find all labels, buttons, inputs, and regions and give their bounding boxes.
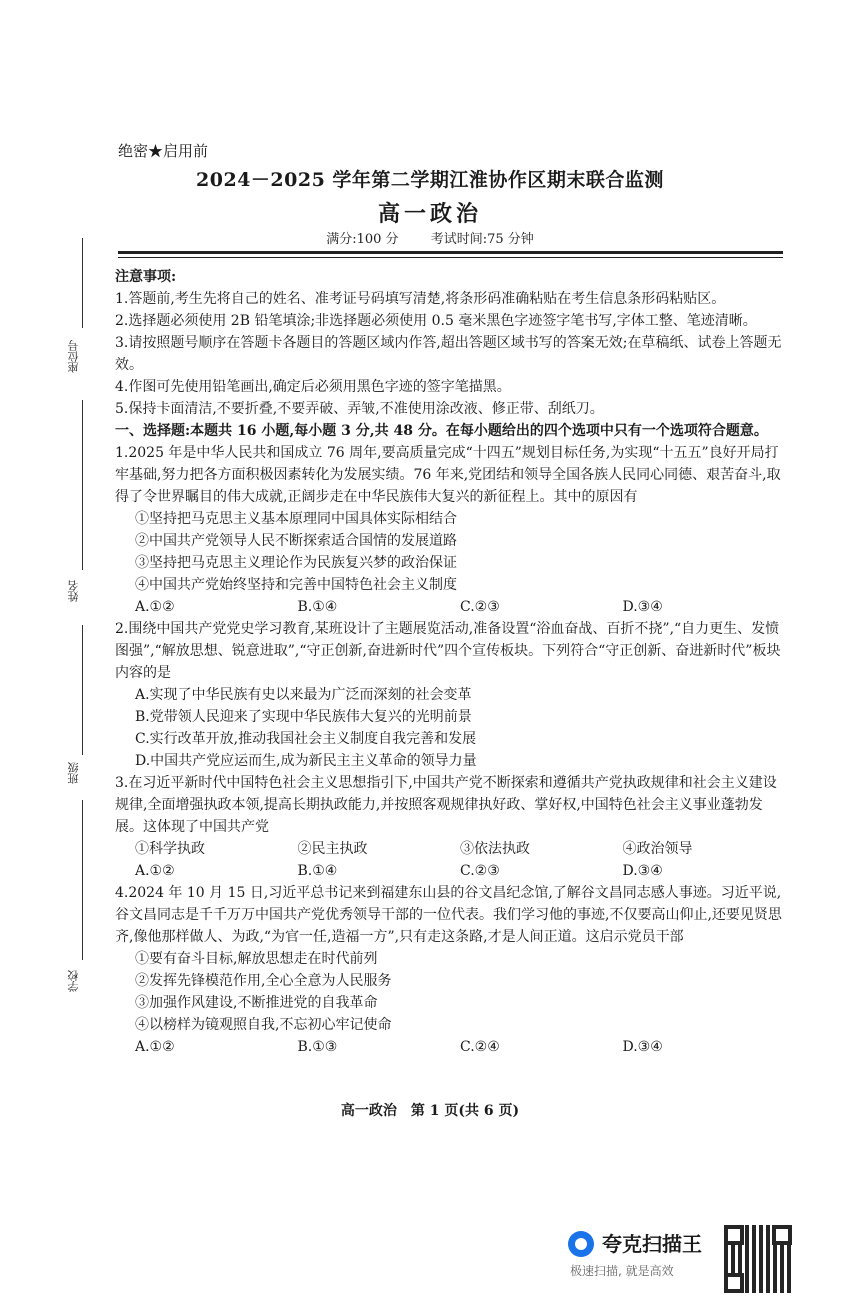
question-item: ③依法执政 (460, 841, 530, 857)
seat-label: 座位号 (67, 340, 80, 373)
notice-item: 3.请按照题号顺序在答题卡各题目的答题区域内作答,超出答题区域书写的答案无效;在草稿纸、试卷上答题无效。 (115, 335, 782, 373)
question-stem: 2.围绕中国共产党党史学习教育,某班设计了主题展览活动,准备设置“浴血奋战、百折不挠”,“自力更生、发愤图强”,“解放思想、锐意进取”,“守正创新,奋进新时代”四个宣传板块。下列符合“守正创新、奋进新时代”板块内容的是 (115, 621, 781, 681)
exam-meta (0, 228, 860, 247)
question-item: ①坚持把马克思主义基本原理同中国具体实际相结合 (135, 511, 457, 527)
option-d: D.中国共产党应运而生,成为新民主主义革命的领导力量 (135, 753, 477, 769)
option-d: D.③④ (622, 599, 663, 615)
question-item: ②发挥先锋模范作用,全心全意为人民服务 (135, 973, 392, 989)
binding-line (82, 238, 83, 328)
quark-logo-icon (568, 1231, 594, 1257)
question-item: ②民主执政 (297, 841, 368, 857)
subject-title: 高一政治 (377, 201, 482, 227)
answer-options (115, 1036, 785, 1058)
section-heading: 一、选择题:本题共 16 小题,每小题 3 分,共 48 分。在每小题给出的四个选项中只有一个选项符合题意。 (115, 423, 768, 439)
brand-slogan: 极速扫描, 就是高效 (570, 1264, 674, 1278)
option-b: B.①③ (297, 1039, 338, 1055)
option-a: A.①② (135, 599, 175, 615)
notice-heading: 注意事项: (115, 269, 177, 285)
question-item: ③加强作风建设,不断推进党的自我革命 (135, 995, 378, 1011)
question-item: ①要有奋斗目标,解放思想走在时代前列 (135, 951, 378, 967)
option-d: D.③④ (622, 863, 663, 879)
page-footer: 高一政治 第 1 页(共 6 页) (340, 1103, 520, 1119)
question-stem: 1.2025 年是中华人民共和国成立 76 周年,要高质量完成“十四五”规划目标任务,为实现“十五五”良好开局打牢基础,努力把各方面积极因素转化为发展实绩。76 年来,党团结和领导全国各族人民同心同德、艰苦奋斗,取得了令世界瞩目的伟大成就,正阔步走在中华民族伟大复兴的新征程上。其中的原因有 (115, 445, 781, 505)
brand-name: 夸克扫描王 (602, 1232, 702, 1256)
option-d: D.③④ (622, 1039, 663, 1055)
confidential-mark: 绝密★启用前 (118, 142, 209, 160)
question-item: ③坚持把马克思主义理论作为民族复兴梦的政治保证 (135, 555, 457, 571)
option-a: A.实现了中华民族有史以来最为广泛而深刻的社会变革 (135, 687, 472, 703)
option-a: A.①② (135, 863, 175, 879)
option-c: C.②④ (460, 1039, 500, 1055)
option-b: B.①④ (297, 599, 338, 615)
question-item: ②中国共产党领导人民不断探索适合国情的发展道路 (135, 533, 457, 549)
notice-item: 1.答题前,考生先将自己的姓名、准考证号码填写清楚,将条形码准确粘贴在考生信息条形码粘贴区。 (115, 291, 726, 307)
question-items (115, 838, 785, 860)
class-label: 班级 (67, 762, 80, 784)
header-rule-thick (118, 251, 783, 254)
question-stem: 4.2024 年 10 月 15 日,习近平总书记来到福建东山县的谷文昌纪念馆,了解谷文昌同志感人事迹。习近平说,谷文昌同志是千千万万中国共产党优秀领导干部的一位代表。我们学习他的事迹,不仅要高山仰止,还要见贤思齐,像他那样做人、为政,“为官一任,造福一方”,只有走这条路,才是人间正道。这启示党员干部 (115, 885, 782, 945)
question-item: ④政治领导 (622, 841, 693, 857)
option-c: C.实行改革开放,推动我国社会主义制度自我完善和发展 (135, 731, 477, 747)
option-b: B.党带领人民迎来了实现中华民族伟大复兴的光明前景 (135, 709, 472, 725)
header-rule-thin (118, 257, 783, 258)
option-c: C.②③ (460, 863, 500, 879)
notice-item: 2.选择题必须使用 2B 铅笔填涂;非选择题必须使用 0.5 毫米黑色字迹签字笔书写,字体工整、笔迹清晰。 (115, 313, 757, 329)
qr-code-icon (724, 1225, 792, 1293)
binding-line (82, 625, 83, 755)
notice-item: 4.作图可先使用铅笔画出,确定后必须用黑色字迹的签字笔描黑。 (115, 379, 511, 395)
full-score: 满分:100 分 (326, 232, 399, 247)
exam-time: 考试时间:75 分钟 (430, 232, 534, 247)
answer-options (115, 596, 785, 618)
notice-item: 5.保持卡面清洁,不要折叠,不要弄破、弄皱,不准使用涂改液、修正带、刮纸刀。 (115, 401, 604, 417)
question-item: ④以榜样为镜观照自我,不忘初心牢记使命 (135, 1017, 392, 1033)
option-c: C.②③ (460, 599, 500, 615)
question-item: ①科学执政 (135, 841, 205, 857)
name-label: 姓名 (67, 580, 80, 602)
exam-title: 2024－2025 学年第二学期江淮协作区期末联合监测 (196, 169, 664, 191)
option-b: B.①④ (297, 863, 338, 879)
option-a: A.①② (135, 1039, 175, 1055)
answer-options (115, 860, 785, 882)
school-label: 学校 (67, 970, 80, 992)
question-item: ④中国共产党始终坚持和完善中国特色社会主义制度 (135, 577, 457, 593)
binding-line (82, 800, 83, 960)
binding-line (82, 400, 83, 570)
exam-content (115, 266, 785, 1058)
question-stem: 3.在习近平新时代中国特色社会主义思想指引下,中国共产党不断探索和遵循共产党执政规律和社会主义建设规律,全面增强执政本领,提高长期执政能力,并按照客观规律执好政、掌好权,中国特色社会主义事业蓬勃发展。这体现了中国共产党 (115, 775, 777, 835)
